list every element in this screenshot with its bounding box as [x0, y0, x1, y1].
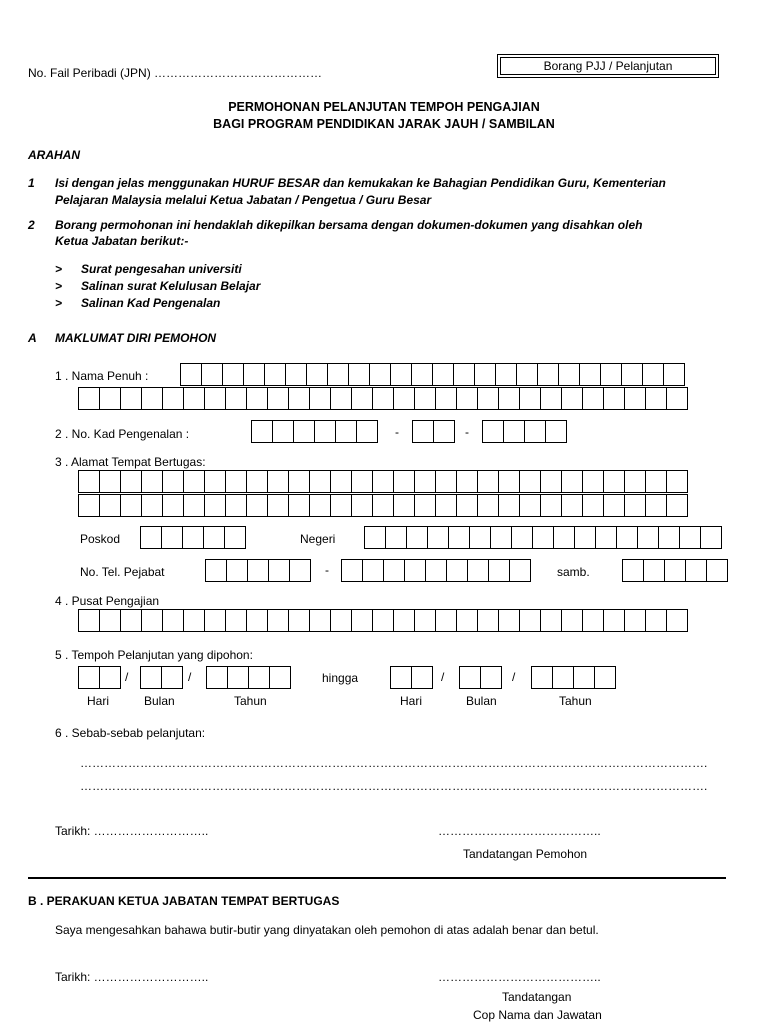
character-box[interactable]: [162, 609, 184, 632]
character-box[interactable]: [456, 470, 478, 493]
ic-number-boxes-3[interactable]: [482, 420, 566, 443]
character-box[interactable]: [645, 387, 667, 410]
character-box[interactable]: [288, 387, 310, 410]
character-box[interactable]: [624, 494, 646, 517]
character-box[interactable]: [78, 609, 100, 632]
ic-number-boxes-2[interactable]: [412, 420, 454, 443]
character-box[interactable]: [477, 494, 499, 517]
character-box[interactable]: [246, 470, 268, 493]
character-box[interactable]: [225, 387, 247, 410]
character-box[interactable]: [595, 526, 617, 549]
character-box[interactable]: [537, 363, 559, 386]
character-box[interactable]: [309, 494, 331, 517]
character-box[interactable]: [480, 666, 502, 689]
character-box[interactable]: [582, 494, 604, 517]
character-box[interactable]: [205, 559, 227, 582]
from-year-boxes[interactable]: [206, 666, 290, 689]
character-box[interactable]: [293, 420, 315, 443]
character-box[interactable]: [414, 387, 436, 410]
to-year-boxes[interactable]: [531, 666, 615, 689]
character-box[interactable]: [372, 387, 394, 410]
character-box[interactable]: [666, 470, 688, 493]
character-box[interactable]: [446, 559, 468, 582]
character-box[interactable]: [700, 526, 722, 549]
character-box[interactable]: [425, 559, 447, 582]
form-code-box: [497, 54, 719, 78]
character-box[interactable]: [666, 609, 688, 632]
character-box[interactable]: [561, 609, 583, 632]
character-box[interactable]: [456, 387, 478, 410]
work-address-label: 3 . Alamat Tempat Bertugas:: [55, 455, 206, 469]
character-box[interactable]: [658, 526, 680, 549]
character-box[interactable]: [509, 559, 531, 582]
character-box[interactable]: [414, 470, 436, 493]
state-boxes[interactable]: [364, 526, 721, 549]
reasons-line-2[interactable]: ………………………………………………………………………………………………………………………………………….: [80, 779, 708, 793]
character-box[interactable]: [183, 470, 205, 493]
character-box[interactable]: [248, 666, 270, 689]
character-box[interactable]: [453, 363, 475, 386]
applicant-date-field[interactable]: Tarikh: ………………………..: [55, 824, 209, 838]
character-box[interactable]: [435, 387, 457, 410]
ic-number-label: 2 . No. Kad Pengenalan :: [55, 427, 190, 441]
character-box[interactable]: [643, 559, 665, 582]
extension-period-label: 5 . Tempoh Pelanjutan yang dipohon:: [55, 648, 253, 662]
character-box[interactable]: [372, 494, 394, 517]
character-box[interactable]: [469, 526, 491, 549]
postcode-label: Poskod: [80, 532, 121, 546]
section-a-letter: A: [28, 331, 37, 345]
character-box[interactable]: [227, 666, 249, 689]
character-box[interactable]: [141, 494, 163, 517]
character-box[interactable]: [364, 526, 386, 549]
character-box[interactable]: [162, 494, 184, 517]
character-box[interactable]: [685, 559, 707, 582]
character-box[interactable]: [225, 470, 247, 493]
character-box[interactable]: [141, 387, 163, 410]
form-code-label: Borang PJJ / Pelanjutan: [500, 57, 716, 75]
character-box[interactable]: [579, 363, 601, 386]
character-box[interactable]: [120, 494, 142, 517]
character-box[interactable]: [183, 609, 205, 632]
character-box[interactable]: [99, 387, 121, 410]
reasons-line-1[interactable]: ………………………………………………………………………………………………………………………………………….: [80, 756, 708, 770]
bullet-icon: >: [55, 262, 63, 276]
character-box[interactable]: [330, 494, 352, 517]
character-box[interactable]: [603, 494, 625, 517]
character-box[interactable]: [477, 387, 499, 410]
required-doc-item: Salinan surat Kelulusan Belajar: [81, 279, 261, 293]
extension-boxes[interactable]: [622, 559, 727, 582]
to-day-boxes[interactable]: [390, 666, 432, 689]
character-box[interactable]: [603, 609, 625, 632]
year-caption: Tahun: [559, 694, 592, 708]
character-box[interactable]: [432, 363, 454, 386]
character-box[interactable]: [203, 526, 225, 549]
character-box[interactable]: [582, 470, 604, 493]
section-b-heading: B . PERAKUAN KETUA JABATAN TEMPAT BERTUGAS: [28, 894, 340, 908]
form-title-line1: PERMOHONAN PELANJUTAN TEMPOH PENGAJIAN: [228, 100, 540, 114]
character-box[interactable]: [351, 470, 373, 493]
character-box[interactable]: [456, 609, 478, 632]
character-box[interactable]: [356, 420, 378, 443]
character-box[interactable]: [225, 494, 247, 517]
full-name-boxes-row1[interactable]: [180, 363, 684, 386]
character-box[interactable]: [414, 494, 436, 517]
character-box[interactable]: [393, 387, 415, 410]
character-box[interactable]: [558, 363, 580, 386]
character-box[interactable]: [369, 363, 391, 386]
required-doc-item: Surat pengesahan universiti: [81, 262, 242, 276]
postcode-boxes[interactable]: [140, 526, 245, 549]
section-a-heading: MAKLUMAT DIRI PEMOHON: [55, 331, 217, 345]
applicant-signature-label: Tandatangan Pemohon: [463, 847, 588, 861]
character-box[interactable]: [624, 609, 646, 632]
character-box[interactable]: [268, 559, 290, 582]
extension-label: samb.: [557, 565, 590, 579]
character-box[interactable]: [351, 494, 373, 517]
character-box[interactable]: [289, 559, 311, 582]
instruction-2-number: 2: [28, 218, 35, 232]
character-box[interactable]: [335, 420, 357, 443]
character-box[interactable]: [78, 470, 100, 493]
character-box[interactable]: [288, 609, 310, 632]
phone-separator: -: [325, 563, 329, 577]
character-box[interactable]: [390, 666, 412, 689]
character-box[interactable]: [78, 494, 100, 517]
character-box[interactable]: [393, 470, 415, 493]
character-box[interactable]: [330, 387, 352, 410]
month-caption: Bulan: [466, 694, 497, 708]
character-box[interactable]: [204, 494, 226, 517]
full-name-boxes-row2[interactable]: [78, 387, 687, 410]
character-box[interactable]: [362, 559, 384, 582]
character-box[interactable]: [141, 609, 163, 632]
character-box[interactable]: [330, 609, 352, 632]
character-box[interactable]: [393, 494, 415, 517]
office-phone-label: No. Tel. Pejabat: [80, 565, 165, 579]
section-divider: [28, 877, 726, 879]
character-box[interactable]: [459, 666, 481, 689]
character-box[interactable]: [390, 363, 412, 386]
character-box[interactable]: [645, 470, 667, 493]
day-caption: Hari: [87, 694, 110, 708]
character-box[interactable]: [99, 494, 121, 517]
instruction-2-line2: Ketua Jabatan berikut:-: [55, 234, 189, 248]
character-box[interactable]: [511, 526, 533, 549]
character-box[interactable]: [561, 494, 583, 517]
character-box[interactable]: [225, 609, 247, 632]
character-box[interactable]: [348, 363, 370, 386]
character-box[interactable]: [385, 526, 407, 549]
date-separator: /: [512, 670, 516, 684]
character-box[interactable]: [498, 609, 520, 632]
character-box[interactable]: [288, 470, 310, 493]
character-box[interactable]: [269, 666, 291, 689]
character-box[interactable]: [516, 363, 538, 386]
character-box[interactable]: [666, 494, 688, 517]
character-box[interactable]: [540, 470, 562, 493]
character-box[interactable]: [383, 559, 405, 582]
date-separator: /: [188, 670, 192, 684]
full-name-label: 1 . Nama Penuh :: [55, 369, 149, 383]
character-box[interactable]: [540, 387, 562, 410]
character-box[interactable]: [140, 526, 162, 549]
character-box[interactable]: [663, 363, 685, 386]
character-box[interactable]: [243, 363, 265, 386]
applicant-signature-line[interactable]: …………………………………..: [438, 824, 601, 838]
character-box[interactable]: [183, 387, 205, 410]
month-caption: Bulan: [144, 694, 175, 708]
character-box[interactable]: [120, 470, 142, 493]
character-box[interactable]: [488, 559, 510, 582]
character-box[interactable]: [393, 609, 415, 632]
character-box[interactable]: [267, 387, 289, 410]
character-box[interactable]: [573, 666, 595, 689]
character-box[interactable]: [503, 420, 525, 443]
character-box[interactable]: [414, 609, 436, 632]
character-box[interactable]: [120, 387, 142, 410]
character-box[interactable]: [246, 387, 268, 410]
character-box[interactable]: [498, 494, 520, 517]
character-box[interactable]: [267, 494, 289, 517]
character-box[interactable]: [624, 470, 646, 493]
character-box[interactable]: [161, 666, 183, 689]
office-phone-boxes-2[interactable]: [341, 559, 530, 582]
reasons-label: 6 . Sebab-sebab pelanjutan:: [55, 726, 206, 740]
date-separator: /: [125, 670, 129, 684]
character-box[interactable]: [330, 470, 352, 493]
character-box[interactable]: [99, 609, 121, 632]
character-box[interactable]: [540, 494, 562, 517]
character-box[interactable]: [621, 363, 643, 386]
character-box[interactable]: [666, 387, 688, 410]
character-box[interactable]: [427, 526, 449, 549]
day-caption: Hari: [400, 694, 423, 708]
character-box[interactable]: [582, 387, 604, 410]
character-box[interactable]: [222, 363, 244, 386]
character-box[interactable]: [206, 666, 228, 689]
bullet-icon: >: [55, 296, 63, 310]
character-box[interactable]: [247, 559, 269, 582]
character-box[interactable]: [314, 420, 336, 443]
character-box[interactable]: [267, 609, 289, 632]
character-box[interactable]: [524, 420, 546, 443]
character-box[interactable]: [140, 666, 162, 689]
character-box[interactable]: [411, 363, 433, 386]
character-box[interactable]: [226, 559, 248, 582]
character-box[interactable]: [224, 526, 246, 549]
character-box[interactable]: [246, 609, 268, 632]
year-caption: Tahun: [234, 694, 267, 708]
character-box[interactable]: [561, 387, 583, 410]
head-signature-label: Tandatangan: [502, 990, 572, 1004]
character-box[interactable]: [267, 470, 289, 493]
character-box[interactable]: [664, 559, 686, 582]
character-box[interactable]: [411, 666, 433, 689]
character-box[interactable]: [309, 609, 331, 632]
character-box[interactable]: [477, 470, 499, 493]
character-box[interactable]: [204, 387, 226, 410]
character-box[interactable]: [183, 494, 205, 517]
character-box[interactable]: [637, 526, 659, 549]
character-box[interactable]: [603, 470, 625, 493]
head-date-field[interactable]: Tarikh: ………………………..: [55, 970, 209, 984]
character-box[interactable]: [616, 526, 638, 549]
character-box[interactable]: [162, 387, 184, 410]
character-box[interactable]: [162, 470, 184, 493]
instruction-1-line1: Isi dengan jelas menggunakan HURUF BESAR dan kemukakan ke Bahagian Pendidikan Guru, Kementerian: [55, 176, 666, 190]
study-centre-label: 4 . Pusat Pengajian: [55, 594, 160, 608]
character-box[interactable]: [99, 666, 121, 689]
character-box[interactable]: [99, 470, 121, 493]
file-number-label: No. Fail Peribadi (JPN) ……………………………………: [28, 66, 323, 80]
character-box[interactable]: [645, 494, 667, 517]
character-box[interactable]: [519, 494, 541, 517]
instructions-heading: ARAHAN: [28, 148, 80, 162]
character-box[interactable]: [679, 526, 701, 549]
required-doc-item: Salinan Kad Pengenalan: [81, 296, 221, 310]
character-box[interactable]: [531, 666, 553, 689]
character-box[interactable]: [553, 526, 575, 549]
character-box[interactable]: [642, 363, 664, 386]
section-b-statement: Saya mengesahkan bahawa butir-butir yang dinyatakan oleh pemohon di atas adalah benar dan betul.: [55, 923, 599, 937]
character-box[interactable]: [600, 363, 622, 386]
state-label: Negeri: [300, 532, 336, 546]
bullet-icon: >: [55, 279, 63, 293]
work-address-boxes-row1[interactable]: [78, 470, 687, 493]
character-box[interactable]: [204, 609, 226, 632]
character-box[interactable]: [351, 387, 373, 410]
character-box[interactable]: [540, 609, 562, 632]
character-box[interactable]: [467, 559, 489, 582]
character-box[interactable]: [435, 609, 457, 632]
character-box[interactable]: [624, 387, 646, 410]
from-month-boxes[interactable]: [140, 666, 182, 689]
character-box[interactable]: [433, 420, 455, 443]
character-box[interactable]: [246, 494, 268, 517]
character-box[interactable]: [490, 526, 512, 549]
character-box[interactable]: [435, 494, 457, 517]
character-box[interactable]: [594, 666, 616, 689]
character-box[interactable]: [351, 609, 373, 632]
character-box[interactable]: [78, 666, 100, 689]
character-box[interactable]: [519, 609, 541, 632]
instruction-1-number: 1: [28, 176, 35, 190]
instruction-1-line2: Pelajaran Malaysia melalui Ketua Jabatan / Pengetua / Guru Besar: [55, 193, 432, 207]
ic-number-boxes-1[interactable]: [251, 420, 377, 443]
ic-separator: -: [395, 425, 399, 439]
to-month-boxes[interactable]: [459, 666, 501, 689]
character-box[interactable]: [141, 470, 163, 493]
character-box[interactable]: [182, 526, 204, 549]
character-box[interactable]: [264, 363, 286, 386]
character-box[interactable]: [78, 387, 100, 410]
ic-separator: -: [465, 425, 469, 439]
character-box[interactable]: [603, 387, 625, 410]
character-box[interactable]: [341, 559, 363, 582]
character-box[interactable]: [622, 559, 644, 582]
character-box[interactable]: [285, 363, 307, 386]
character-box[interactable]: [477, 609, 499, 632]
instruction-2-line1: Borang permohonan ini hendaklah dikepilkan bersama dengan dokumen-dokumen yang disahkan oleh: [55, 218, 643, 232]
character-box[interactable]: [306, 363, 328, 386]
name-stamp-label: Cop Nama dan Jawatan: [473, 1008, 602, 1022]
from-day-boxes[interactable]: [78, 666, 120, 689]
character-box[interactable]: [519, 387, 541, 410]
character-box[interactable]: [327, 363, 349, 386]
character-box[interactable]: [309, 470, 331, 493]
character-box[interactable]: [561, 470, 583, 493]
character-box[interactable]: [498, 387, 520, 410]
character-box[interactable]: [482, 420, 504, 443]
character-box[interactable]: [288, 494, 310, 517]
character-box[interactable]: [545, 420, 567, 443]
study-centre-boxes[interactable]: [78, 609, 687, 632]
character-box[interactable]: [498, 470, 520, 493]
character-box[interactable]: [404, 559, 426, 582]
character-box[interactable]: [435, 470, 457, 493]
character-box[interactable]: [204, 470, 226, 493]
character-box[interactable]: [120, 609, 142, 632]
character-box[interactable]: [272, 420, 294, 443]
until-label: hingga: [322, 671, 359, 685]
character-box[interactable]: [552, 666, 574, 689]
character-box[interactable]: [201, 363, 223, 386]
office-phone-boxes-1[interactable]: [205, 559, 310, 582]
character-box[interactable]: [495, 363, 517, 386]
character-box[interactable]: [412, 420, 434, 443]
character-box[interactable]: [161, 526, 183, 549]
date-separator: /: [441, 670, 445, 684]
character-box[interactable]: [474, 363, 496, 386]
character-box[interactable]: [706, 559, 728, 582]
character-box[interactable]: [448, 526, 470, 549]
character-box[interactable]: [251, 420, 273, 443]
character-box[interactable]: [645, 609, 667, 632]
character-box[interactable]: [406, 526, 428, 549]
character-box[interactable]: [532, 526, 554, 549]
character-box[interactable]: [372, 609, 394, 632]
work-address-boxes-row2[interactable]: [78, 494, 687, 517]
character-box[interactable]: [582, 609, 604, 632]
character-box[interactable]: [309, 387, 331, 410]
form-title-line2: BAGI PROGRAM PENDIDIKAN JARAK JAUH / SAMBILAN: [213, 117, 555, 131]
character-box[interactable]: [574, 526, 596, 549]
character-box[interactable]: [456, 494, 478, 517]
head-signature-line[interactable]: …………………………………..: [438, 970, 601, 984]
character-box[interactable]: [372, 470, 394, 493]
character-box[interactable]: [180, 363, 202, 386]
character-box[interactable]: [519, 470, 541, 493]
